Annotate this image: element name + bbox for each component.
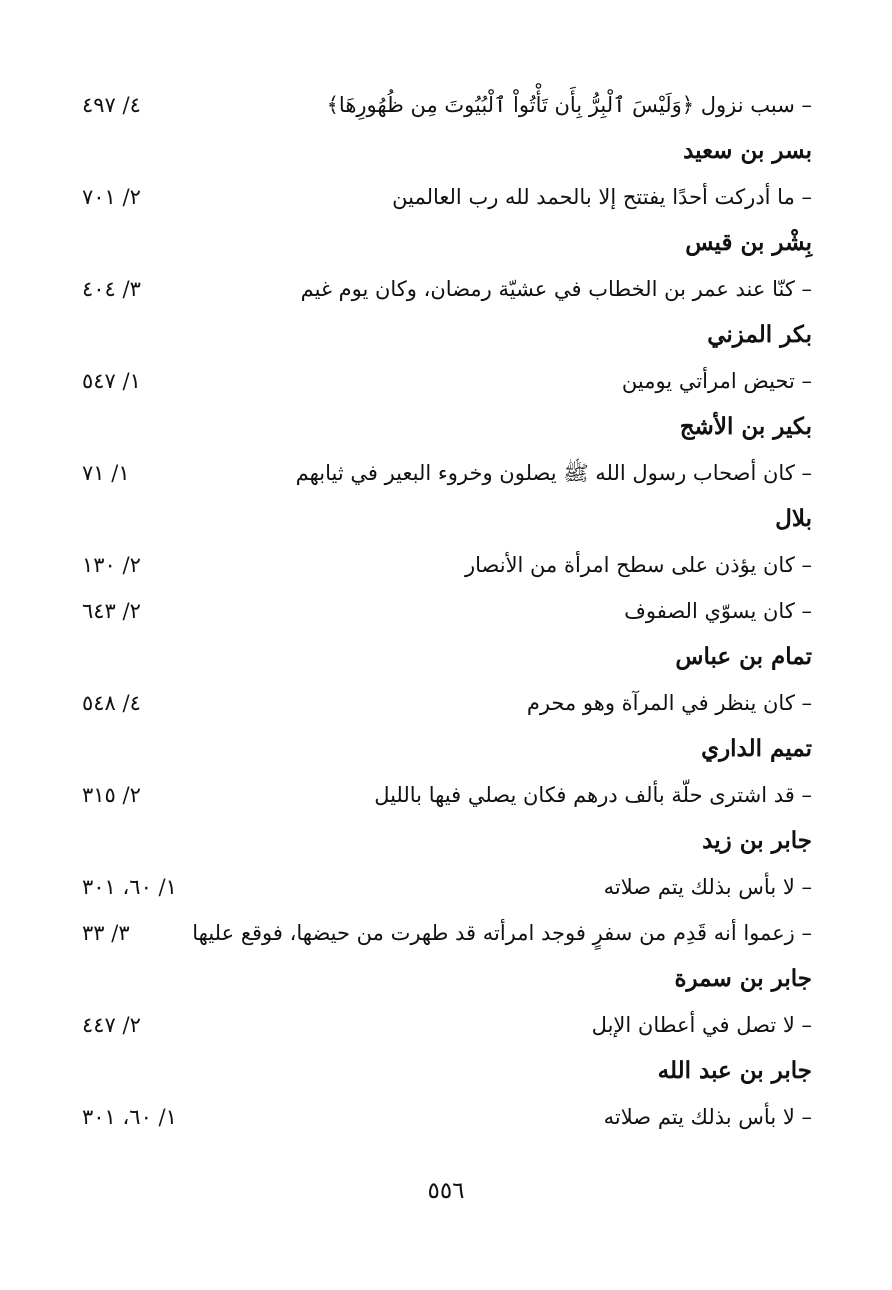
index-entry xyxy=(82,82,812,128)
entry-text: – كان يسوّي الصفوف xyxy=(624,599,812,623)
entry-text: – زعموا أنه قَدِم من سفرٍ فوجد امرأته قد طهرت من حيضها، فوقع عليها xyxy=(192,921,812,945)
entry-text: – لا بأس بذلك يتم صلاته xyxy=(603,875,812,899)
index-entry xyxy=(82,266,812,312)
narrator-heading xyxy=(82,128,812,174)
narrator-name: جابر بن زيد xyxy=(702,827,812,854)
entry-text: – سبب نزول ﴿وَلَيْسَ ٱلْبِرُّ بِأَن تَأْتُواْ ٱلْبُيُوتَ مِن ظُهُورِهَا﴾ xyxy=(326,93,812,117)
volume-page-reference: ٣/ ٤٠٤ xyxy=(82,277,141,301)
index-entry xyxy=(82,358,812,404)
volume-page-reference: ٢/ ١٣٠ xyxy=(82,553,141,577)
index-list xyxy=(82,82,812,1140)
index-entry xyxy=(82,588,812,634)
volume-page-reference: ٤/ ٥٤٨ xyxy=(82,691,141,715)
page-number: ٥٥٦ xyxy=(427,1178,465,1204)
volume-page-reference: ٤/ ٤٩٧ xyxy=(82,93,141,117)
narrator-name: بِشْر بن قيس xyxy=(685,229,812,256)
entry-text: – كان أصحاب رسول الله ﷺ يصلون وخروء البعير في ثيابهم xyxy=(295,461,812,485)
entry-text: – لا بأس بذلك يتم صلاته xyxy=(603,1105,812,1129)
narrator-heading xyxy=(82,634,812,680)
volume-page-reference: ١/ ٧١ xyxy=(82,461,130,485)
volume-page-reference: ٣/ ٣٣ xyxy=(82,921,130,945)
narrator-name: بسر بن سعيد xyxy=(683,137,812,164)
narrator-heading xyxy=(82,220,812,266)
narrator-name: بكير بن الأشج xyxy=(679,413,812,440)
volume-page-reference: ٢/ ٣١٥ xyxy=(82,783,141,807)
index-entry xyxy=(82,1094,812,1140)
entry-text: – تحيض امرأتي يومين xyxy=(621,369,812,393)
index-entry xyxy=(82,1002,812,1048)
narrator-name: تمام بن عباس xyxy=(675,643,812,670)
narrator-name: جابر بن سمرة xyxy=(674,965,812,992)
entry-text: – كنّا عند عمر بن الخطاب في عشيّة رمضان، وكان يوم غيم xyxy=(300,277,812,301)
narrator-heading xyxy=(82,496,812,542)
volume-page-reference: ٢/ ٦٤٣ xyxy=(82,599,141,623)
narrator-heading xyxy=(82,818,812,864)
entry-text: – قد اشترى حلّة بألف درهم فكان يصلي فيها بالليل xyxy=(374,783,812,807)
entry-text: – كان ينظر في المرآة وهو محرم xyxy=(526,691,812,715)
volume-page-reference: ٢/ ٤٤٧ xyxy=(82,1013,141,1037)
index-entry xyxy=(82,910,812,956)
entry-text: – لا تصل في أعطان الإبل xyxy=(591,1013,812,1037)
volume-page-reference: ١/ ٦٠، ٣٠١ xyxy=(82,1105,177,1129)
narrator-heading xyxy=(82,312,812,358)
index-entry xyxy=(82,680,812,726)
index-entry xyxy=(82,542,812,588)
narrator-heading xyxy=(82,726,812,772)
index-entry xyxy=(82,772,812,818)
narrator-heading xyxy=(82,956,812,1002)
index-entry xyxy=(82,174,812,220)
volume-page-reference: ١/ ٥٤٧ xyxy=(82,369,141,393)
index-entry xyxy=(82,450,812,496)
narrator-name: جابر بن عبد الله xyxy=(657,1057,812,1084)
narrator-name: بكر المزني xyxy=(707,321,812,348)
entry-text: – كان يؤذن على سطح امرأة من الأنصار xyxy=(464,553,812,577)
entry-text: – ما أدركت أحدًا يفتتح إلا بالحمد لله رب العالمين xyxy=(392,185,812,209)
narrator-name: بلال xyxy=(775,505,812,532)
index-entry xyxy=(82,864,812,910)
narrator-name: تميم الداري xyxy=(701,735,812,762)
narrator-heading xyxy=(82,1048,812,1094)
narrator-heading xyxy=(82,404,812,450)
volume-page-reference: ١/ ٦٠، ٣٠١ xyxy=(82,875,177,899)
volume-page-reference: ٢/ ٧٠١ xyxy=(82,185,141,209)
